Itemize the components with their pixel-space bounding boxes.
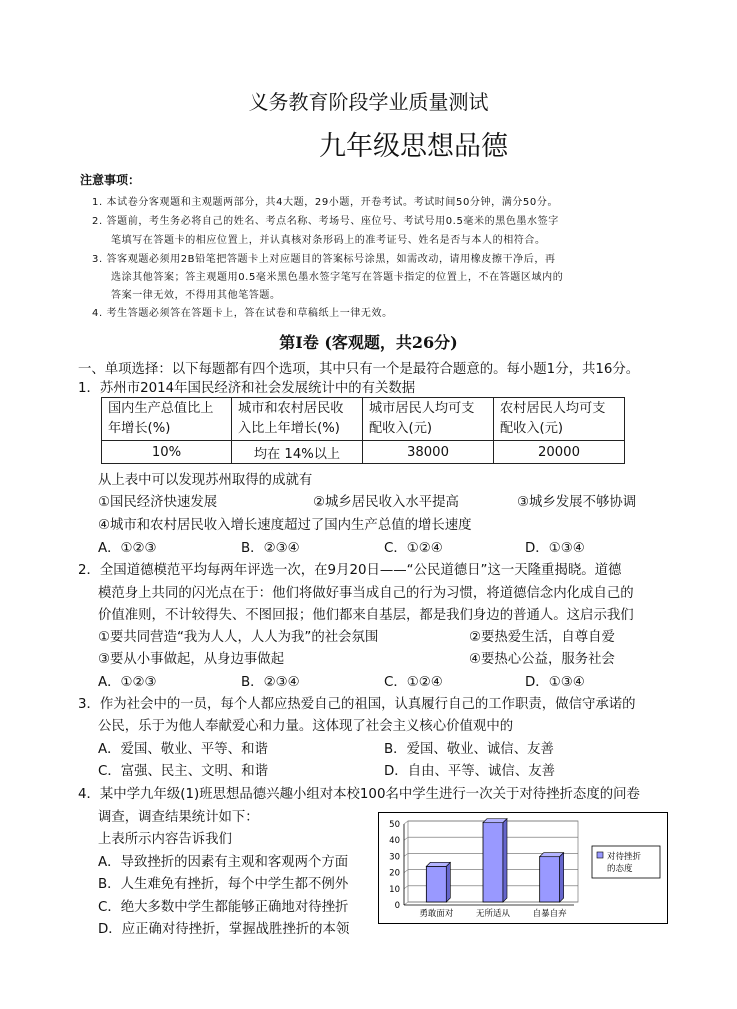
notice-line: 3. 答客观题必须用2B铅笔把答题卡上对应题目的答案标号涂黑，如需改动，请用橡皮擦干净后，再 — [92, 254, 556, 265]
legend-label: 对待挫折 — [607, 852, 642, 862]
q2-line: 价值准则，不计较得失、不图回报；他们都来自基层，都是我们身边的普通人。这启示我们 — [98, 608, 634, 623]
q2-item: ①要共同营造“我为人人，人人为我”的社会氛围 — [98, 630, 379, 645]
q4-line: 调查，调查结果统计如下： — [98, 810, 259, 825]
y-tick-label: 50 — [389, 820, 400, 830]
section-title: 第Ⅰ卷 (客观题，共26分) — [279, 333, 458, 352]
table-header-cell: 城市居民人均可支 配收入(元) — [363, 398, 494, 441]
q3-option-b: B．爱国、敬业、诚信、友善 — [384, 742, 554, 757]
notice-label: 注意事项： — [80, 173, 141, 187]
q1-stem: 1．苏州市2014年国民经济和社会发展统计中的有关数据 — [78, 381, 416, 396]
table-cell: 10% — [102, 441, 232, 464]
table-header-cell: 农村居民人均可支 配收入(元) — [494, 398, 625, 441]
q4-prompt: 上表所示内容告诉我们 — [98, 832, 232, 847]
table-header-cell: 国内生产总值比上 年增长(%) — [102, 398, 232, 441]
table-header-cell: 城市和农村居民收 入比上年增长(%) — [232, 398, 363, 441]
notice-line: 2. 答题前，考生务必将自己的姓名、考点名称、考场号、座位号、考试号用0.5毫米的黑色墨水签字 — [92, 216, 559, 227]
notice-line: 笔填写在答题卡的相应位置上，并认真核对条形码上的准考证号、姓名是否与本人的相符合。 — [111, 235, 546, 246]
notice-line: 答案一律无效，不得用其他笔答题。 — [111, 290, 281, 301]
q1-item: ③城乡发展不够协调 — [517, 495, 637, 510]
q3-option-d: D．自由、平等、诚信、友善 — [384, 764, 555, 779]
q2-option-b: B．②③④ — [241, 675, 300, 690]
q1-option-d: D．①③④ — [525, 541, 585, 556]
q4-option-a: A．导致挫折的因素有主观和客观两个方面 — [98, 855, 349, 870]
q3-line: 3．作为社会中的一员，每个人都应热爱自己的祖国，认真履行自己的工作职责，做信守承诺的 — [78, 697, 636, 712]
legend-swatch — [597, 852, 603, 858]
q1-item: ②城乡居民收入水平提高 — [313, 495, 459, 510]
notice-line: 1. 本试卷分客观题和主观题两部分，共4大题，29小题，开卷考试。考试时间50分钟，满分50分。 — [92, 197, 559, 208]
q2-option-d: D．①③④ — [525, 675, 585, 690]
q4-line: 4．某中学九年级(1)班思想品德兴趣小组对本校100名中学生进行一次关于对待挫折态度的问卷 — [78, 787, 640, 802]
q1-option-c: C．①②④ — [384, 541, 443, 556]
q1-prompt: 从上表中可以发现苏州取得的成就有 — [98, 473, 313, 488]
x-tick-label: 自暴自弃 — [532, 909, 567, 919]
exam-title: 九年级思想品德 — [319, 131, 508, 162]
q2-item: ②要热爱生活，自尊自爱 — [469, 630, 615, 645]
section-instruction: 一、单项选择：以下每题都有四个选项，其中只有一个是最符合题意的。每小题1分，共16分。 — [78, 362, 640, 377]
bar-side — [503, 819, 507, 902]
q1-option-b: B．②③④ — [241, 541, 300, 556]
q1-option-a: A．①②③ — [98, 541, 157, 556]
q2-option-c: C．①②④ — [384, 675, 443, 690]
q3-option-a: A．爱国、敬业、平等、和谐 — [98, 742, 268, 757]
notice-line: 4. 考生答题必须答在答题卡上，答在试卷和草稿纸上一律无效。 — [92, 308, 393, 319]
table-cell: 38000 — [363, 441, 494, 464]
notice-line: 选涂其他答案；答主观题用0.5毫米黑色墨水签字笔写在答题卡指定的位置上，不在答题区域内的 — [111, 272, 564, 283]
x-tick-label: 无所适从 — [475, 909, 511, 919]
legend-label: 的态度 — [607, 864, 633, 874]
exam-subtitle: 义务教育阶段学业质量测试 — [248, 90, 489, 114]
q1-item: ④城市和农村居民收入增长速度超过了国内生产总值的增长速度 — [98, 518, 472, 533]
y-tick-label: 40 — [389, 836, 400, 847]
q4-option-b: B．人生难免有挫折，每个中学生都不例外 — [98, 877, 349, 892]
y-tick-label: 20 — [389, 868, 400, 879]
stats-table — [101, 397, 625, 464]
q2-line: 模范身上共同的闪光点在于：他们将做好事当成自己的行为习惯，将道德信念内化成自己的 — [98, 586, 634, 601]
q4-option-c: C．绝大多数中学生都能够正确地对待挫折 — [98, 900, 349, 915]
attitude-bar-chart — [378, 812, 668, 924]
y-tick-label: 0 — [394, 901, 400, 911]
q3-line: 公民，乐于为他人奉献爱心和力量。这体现了社会主义核心价值观中的 — [98, 719, 514, 734]
q3-option-c: C．富强、民主、文明、和谐 — [98, 764, 269, 779]
y-tick-label: 30 — [389, 852, 400, 863]
q2-line: 2．全国道德模范平均每两年评选一次，在9月20日——“公民道德日”这一天隆重揭晓。道德 — [78, 563, 622, 578]
bar — [540, 857, 560, 902]
bar — [483, 823, 503, 902]
q2-option-a: A．①②③ — [98, 675, 157, 690]
y-tick-label: 10 — [389, 884, 400, 895]
bar-side — [446, 862, 450, 902]
table-cell: 均在 14%以上 — [232, 441, 363, 464]
bar-side — [560, 853, 564, 902]
table-cell: 20000 — [494, 441, 625, 464]
q2-item: ③要从小事做起，从身边事做起 — [98, 652, 285, 667]
q4-option-d: D．应正确对待挫折，掌握战胜挫折的本领 — [98, 922, 350, 937]
x-tick-label: 勇敢面对 — [419, 909, 454, 919]
q2-item: ④要热心公益，服务社会 — [469, 652, 615, 667]
q1-item: ①国民经济快速发展 — [98, 495, 218, 510]
bar — [426, 866, 446, 902]
